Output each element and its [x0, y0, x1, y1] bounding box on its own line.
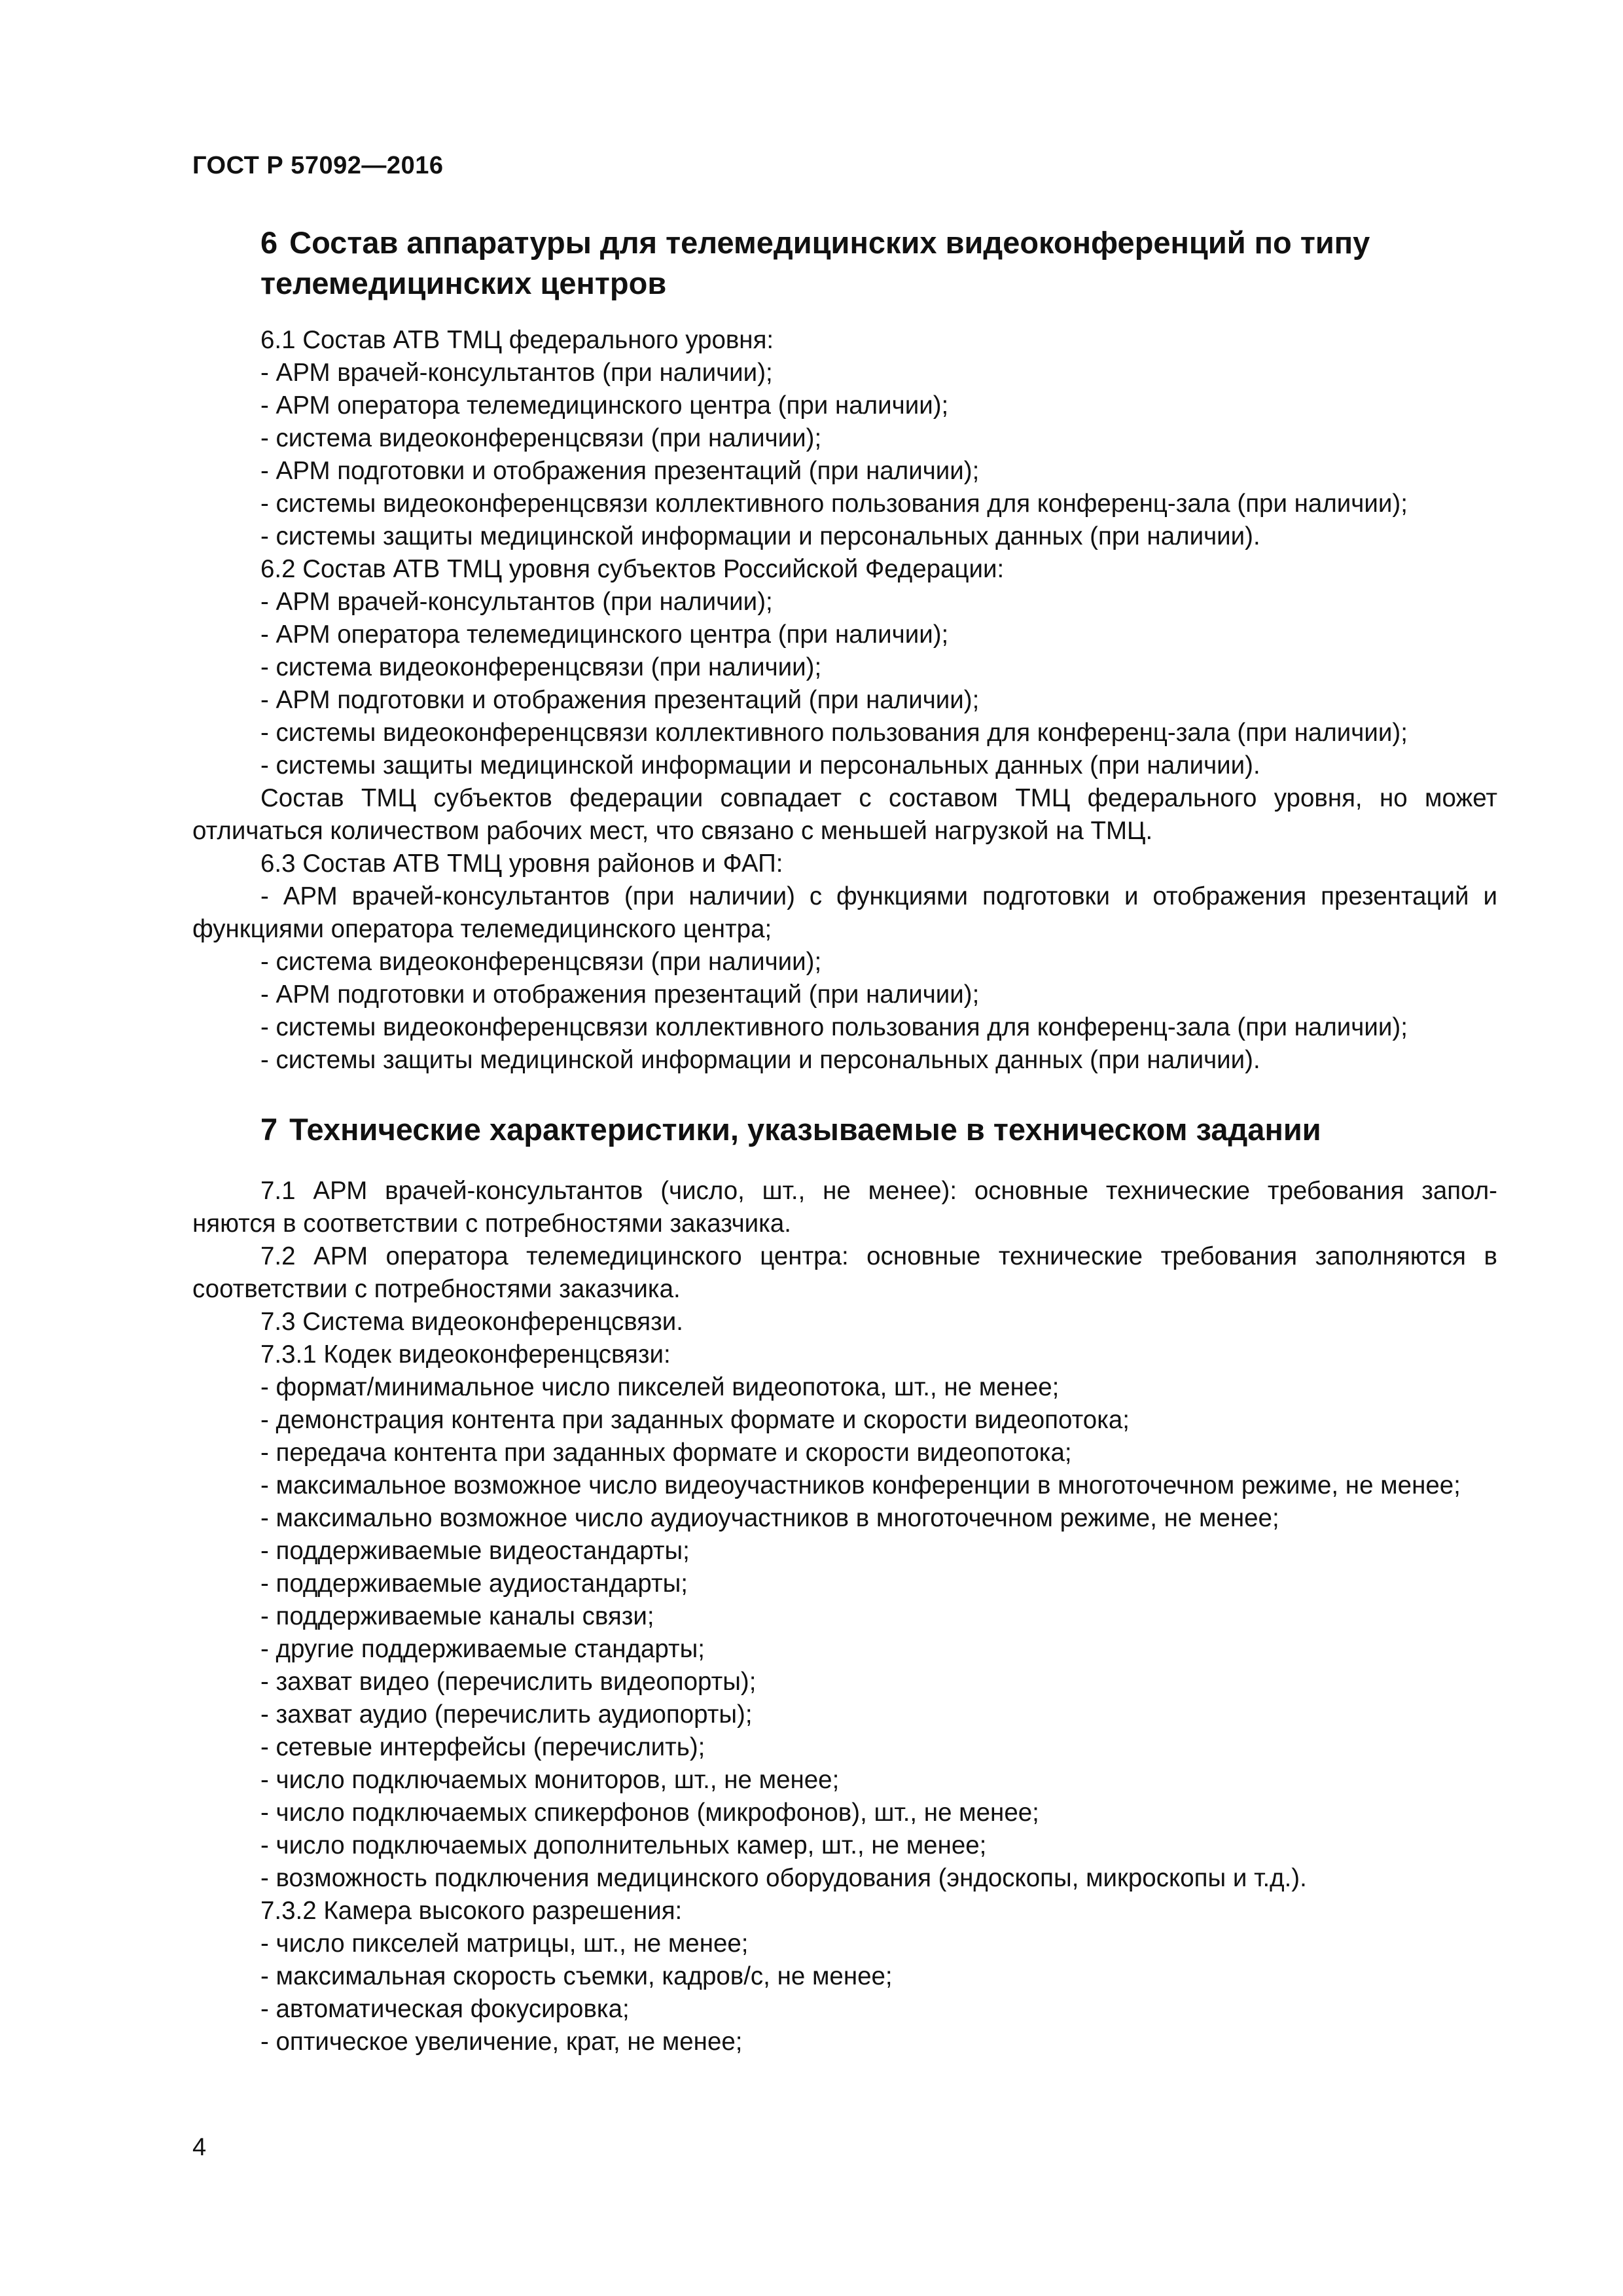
list-item: - захват видео (перечислить видеопорты);	[260, 1668, 757, 1696]
list-item: - поддерживаемые каналы связи;	[260, 1602, 654, 1630]
document-header: ГОСТ Р 57092—2016	[192, 152, 444, 179]
list-item: - передача контента при заданных формате и скорости видеопотока;	[260, 1439, 1072, 1467]
list-item: - АРМ врачей-консультантов (при наличии);	[260, 588, 773, 616]
list-item: - система видеоконференцсвязи (при наличии);	[260, 948, 822, 976]
list-item: - максимально возможное число аудиоучастников в многоточечном режиме, не менее;	[260, 1504, 1279, 1532]
section-7-title	[260, 1109, 1497, 1150]
list-item: - системы защиты медицинской информации и персональных данных (при наличии).	[260, 522, 1260, 550]
list-item: - АРМ подготовки и отображения презентаций (при наличии);	[260, 457, 980, 485]
list-item: - автоматическая фокусировка;	[260, 1995, 630, 2023]
list-item: - системы защиты медицинской информации и персональных данных (при наличии).	[260, 1046, 1260, 1074]
paragraph-line: няются в соответствии с потребностями заказчика.	[192, 1210, 791, 1238]
paragraph-line: Состав ТМЦ субъектов федерации совпадает с составом ТМЦ федерального уровня, но может	[260, 784, 1497, 812]
list-item: - АРМ подготовки и отображения презентаций (при наличии);	[260, 980, 980, 1009]
list-item: - поддерживаемые видеостандарты;	[260, 1537, 690, 1565]
section-6-number: 6	[260, 225, 278, 260]
list-item: - системы видеоконференцсвязи коллективного пользования для конференц-зала (при наличии);	[260, 719, 1408, 747]
list-item: - сетевые интерфейсы (перечислить);	[260, 1733, 705, 1761]
list-item: - захват аудио (перечислить аудиопорты);	[260, 1700, 753, 1729]
list-item: - максимальное возможное число видеоучастников конференции в многоточечном режиме, не менее;	[260, 1471, 1461, 1499]
list-item: - оптическое увеличение, крат, не менее;	[260, 2028, 743, 2056]
paragraph-line: отличаться количеством рабочих мест, что связано с меньшей нагрузкой на ТМЦ.	[192, 817, 1153, 845]
paragraph-line: соответствии с потребностями заказчика.	[192, 1275, 681, 1303]
section-7-number: 7	[260, 1112, 278, 1147]
list-item: - система видеоконференцсвязи (при наличии);	[260, 424, 822, 452]
list-item: - формат/минимальное число пикселей видеопотока, шт., не менее;	[260, 1373, 1060, 1401]
list-item: - системы видеоконференцсвязи коллективного пользования для конференц-зала (при наличии);	[260, 490, 1408, 518]
list-item: - максимальная скорость съемки, кадров/с, не менее;	[260, 1962, 893, 1990]
clause-7-2: 7.2 АРМ оператора телемедицинского центра: основные технические требования заполняются в	[260, 1242, 1497, 1270]
list-item: - АРМ врачей-консультантов (при наличии);	[260, 359, 773, 387]
list-item: - АРМ врачей-консультантов (при наличии) с функциями подготовки и отображения презентаций и	[260, 882, 1497, 910]
list-item: - системы защиты медицинской информации и персональных данных (при наличии).	[260, 751, 1260, 780]
list-item: - АРМ оператора телемедицинского центра (при наличии);	[260, 620, 949, 649]
section-6-title-line1: Состав аппаратуры для телемедицинских видеоконференций по типу	[289, 225, 1370, 260]
list-item: - система видеоконференцсвязи (при наличии);	[260, 653, 822, 681]
list-item: - поддерживаемые аудиостандарты;	[260, 1570, 688, 1598]
page-number: 4	[192, 2134, 207, 2161]
list-item: - системы видеоконференцсвязи коллективного пользования для конференц-зала (при наличии);	[260, 1013, 1408, 1041]
list-item-continuation: функциями оператора телемедицинского центра;	[192, 915, 772, 943]
section-6-title	[260, 223, 1497, 304]
list-item: - демонстрация контента при заданных формате и скорости видеопотока;	[260, 1406, 1130, 1434]
clause-6-2: 6.2 Состав АТВ ТМЦ уровня субъектов Российской Федерации:	[260, 555, 1005, 583]
list-item: - число подключаемых спикерфонов (микрофонов), шт., не менее;	[260, 1799, 1039, 1827]
clause-6-1: 6.1 Состав АТВ ТМЦ федерального уровня:	[260, 326, 774, 354]
clause-6-3: 6.3 Состав АТВ ТМЦ уровня районов и ФАП:	[260, 850, 783, 878]
section-7-title-text: Технические характеристики, указываемые в техническом задании	[289, 1112, 1321, 1147]
section-6-title-line2: телемедицинских центров	[260, 266, 667, 300]
list-item: - возможность подключения медицинского оборудования (эндоскопы, микроскопы и т.д.).	[260, 1864, 1307, 1892]
list-item: - число подключаемых дополнительных камер, шт., не менее;	[260, 1831, 987, 1859]
clause-7-3-2: 7.3.2 Камера высокого разрешения:	[260, 1897, 683, 1925]
clause-7-1: 7.1 АРМ врачей-консультантов (число, шт., не менее): основные технические требования запол-	[260, 1177, 1497, 1205]
list-item: - другие поддерживаемые стандарты;	[260, 1635, 705, 1663]
list-item: - число подключаемых мониторов, шт., не менее;	[260, 1766, 840, 1794]
list-item: - число пикселей матрицы, шт., не менее;	[260, 1929, 749, 1958]
clause-7-3-1: 7.3.1 Кодек видеоконференцсвязи:	[260, 1340, 671, 1369]
list-item: - АРМ подготовки и отображения презентаций (при наличии);	[260, 686, 980, 714]
clause-7-3: 7.3 Система видеоконференцсвязи.	[260, 1308, 683, 1336]
list-item: - АРМ оператора телемедицинского центра (при наличии);	[260, 391, 949, 420]
